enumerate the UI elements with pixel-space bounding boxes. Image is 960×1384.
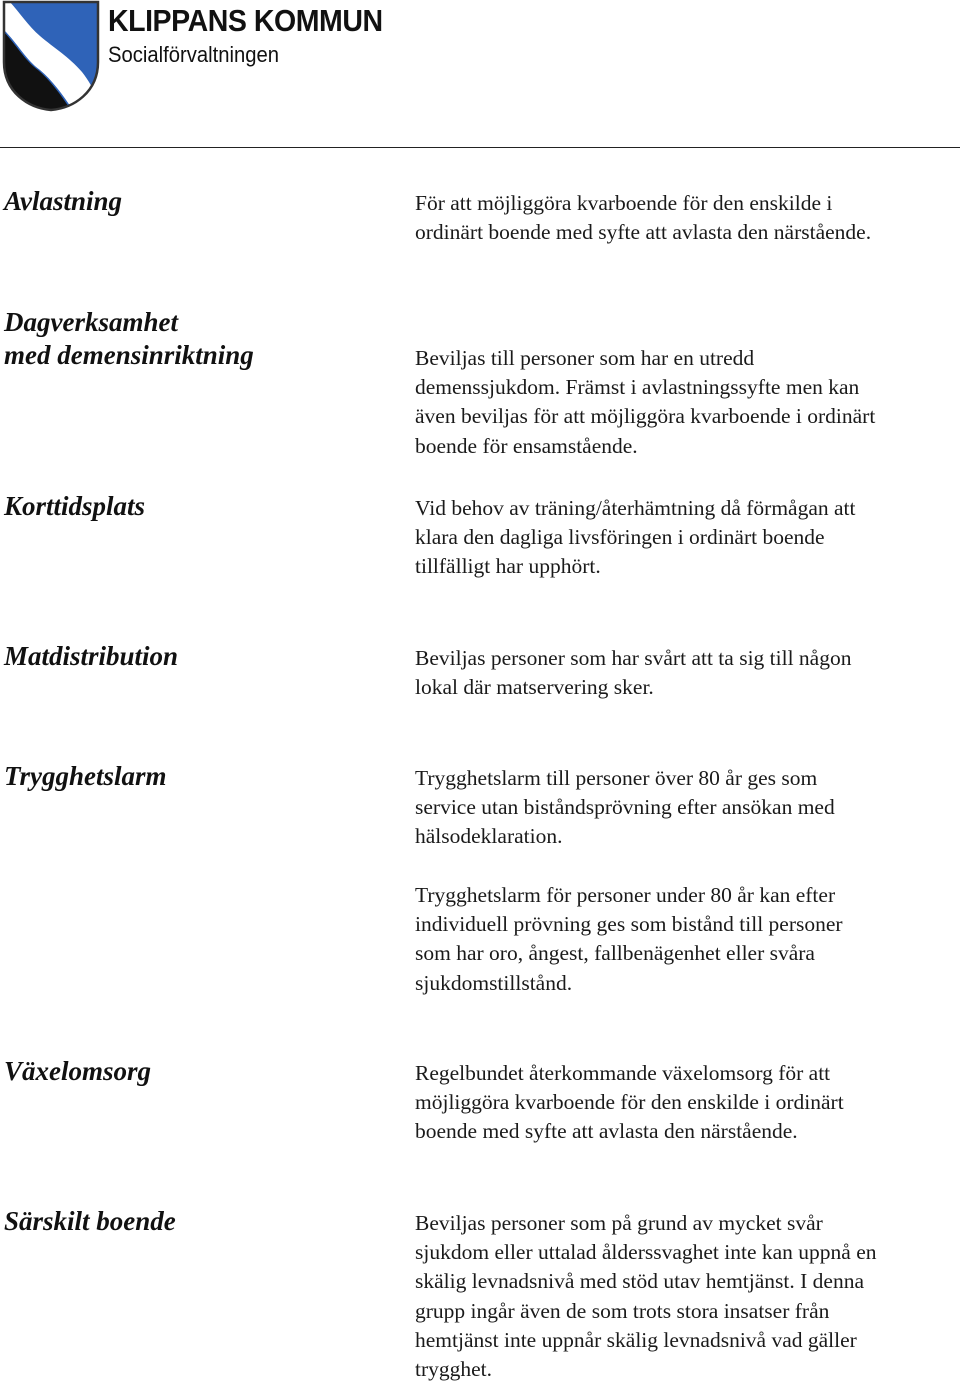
service-label-sarskilt-boende xyxy=(4,1205,176,1238)
desc-line: sjukdom eller uttalad ålderssvaghet inte kan uppnå en xyxy=(415,1240,877,1265)
label-line: Trygghetslarm xyxy=(4,761,167,791)
service-description-dagverksamhet xyxy=(415,344,960,461)
desc-line: även beviljas för att möjliggöra kvarboende i ordinärt xyxy=(415,404,876,429)
service-label-dagverksamhet xyxy=(4,306,254,372)
desc-line: hälsodeklaration. xyxy=(415,824,563,849)
department-name: Socialförvaltningen xyxy=(108,42,280,67)
desc-line: sjukdomstillstånd. xyxy=(415,970,573,995)
desc-line: Trygghetslarm för personer under 80 år kan efter xyxy=(415,883,836,907)
service-description-trygghetslarm-under-80 xyxy=(415,881,960,998)
service-description-vaxelomsorg xyxy=(415,1059,960,1147)
desc-line: tillfälligt har upphört. xyxy=(415,554,601,579)
label-line: Växelomsorg xyxy=(4,1056,152,1086)
desc-line: klara den dagliga livsföringen i ordinärt boende xyxy=(415,525,825,550)
header-text xyxy=(108,2,406,70)
label-line: Matdistribution xyxy=(4,641,179,671)
label-line: Korttidsplats xyxy=(4,491,146,521)
desc-line: boende för ensamstående. xyxy=(415,433,638,458)
desc-line: lokal där matservering sker. xyxy=(415,675,654,700)
service-label-matdistribution xyxy=(4,640,178,673)
desc-line: individuell prövning ges som bistånd till personer xyxy=(415,912,843,937)
label-line: med demensinriktning xyxy=(4,340,254,370)
desc-line: ordinärt boende med syfte att avlasta den närstående. xyxy=(415,220,872,245)
service-description-sarskilt-boende xyxy=(415,1209,960,1384)
municipal-coat-of-arms-logo xyxy=(2,0,100,112)
desc-line: trygghet. xyxy=(415,1357,493,1382)
label-line: Avlastning xyxy=(4,186,123,216)
desc-line: Beviljas till personer som har en utredd xyxy=(415,346,755,370)
service-label-avlastning xyxy=(4,185,122,218)
desc-line: Beviljas personer som har svårt att ta sig till någon xyxy=(415,646,852,670)
desc-line: Vid behov av träning/återhämtning då förmågan att xyxy=(415,496,856,520)
header-divider xyxy=(0,147,960,148)
desc-line: service utan biståndsprövning efter ansökan med xyxy=(415,795,835,820)
service-label-korttidsplats xyxy=(4,490,145,523)
service-description-korttidsplats xyxy=(415,494,960,582)
service-description-trygghetslarm xyxy=(415,764,960,852)
desc-line: Beviljas personer som på grund av mycket svår xyxy=(415,1211,823,1235)
organization-name: KLIPPANS KOMMUN xyxy=(108,3,383,38)
desc-line: demenssjukdom. Främst i avlastningssyfte men kan xyxy=(415,375,860,400)
desc-line: Regelbundet återkommande växelomsorg för att xyxy=(415,1061,831,1085)
service-description-matdistribution xyxy=(415,644,960,702)
label-line: Dagverksamhet xyxy=(4,307,178,337)
service-label-trygghetslarm xyxy=(4,760,167,793)
desc-line: som har oro, ångest, fallbenägenhet eller svåra xyxy=(415,941,815,966)
desc-line: hemtjänst inte uppnår skälig levnadsnivå vad gäller xyxy=(415,1327,857,1352)
desc-line: För att möjliggöra kvarboende för den enskilde i xyxy=(415,191,833,215)
label-line: Särskilt boende xyxy=(4,1206,176,1236)
service-label-vaxelomsorg xyxy=(4,1055,151,1088)
desc-line: boende med syfte att avlasta den närstående. xyxy=(415,1119,798,1144)
desc-line: grupp ingår även de som trots stora insatser från xyxy=(415,1298,830,1323)
service-description-avlastning xyxy=(415,189,960,247)
desc-line: skälig levnadsnivå med stöd utav hemtjänst. I denna xyxy=(415,1269,865,1294)
desc-line: möjliggöra kvarboende för den enskilde i ordinärt xyxy=(415,1090,844,1115)
desc-line: Trygghetslarm till personer över 80 år ges som xyxy=(415,766,818,790)
